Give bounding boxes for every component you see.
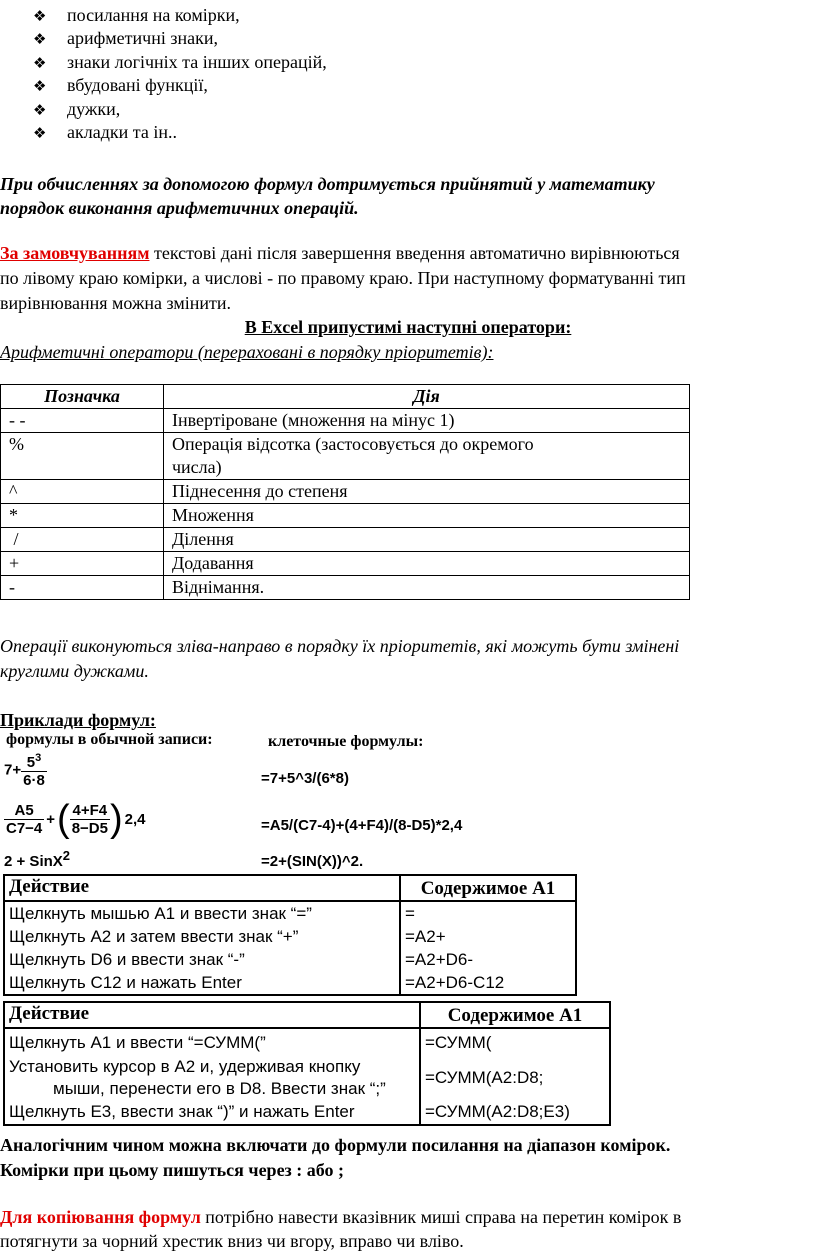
action-table-1 <box>3 874 577 996</box>
examples-heading: Приклади формул: <box>0 710 156 730</box>
diamond-bullet-icon: ❖ <box>33 101 47 119</box>
table-row: Установить курсор в A2 и, удерживая кнопку мыши, перенести его в D8. Ввести знак “;” =СУММ(A2:D8; <box>4 1056 610 1100</box>
table-row: Щелкнуть E3, ввести знак “)” и нажать Enter =СУММ(A2:D8;E3) <box>4 1100 610 1125</box>
table-row: - Віднімання. <box>1 576 690 600</box>
formula-normal-2: $\frac{A5}{C7-4}$ + ( $\frac{4+F4}{8-D5}$ ) 2,4 <box>6 798 146 840</box>
diamond-bullet-icon: ❖ <box>33 7 47 25</box>
operators-table <box>0 384 690 600</box>
formula-cell-1: =7+5^3/(6*8) <box>261 770 349 787</box>
table-header-row: Действие Содержимое A1 <box>4 1002 610 1028</box>
table-row: Щелкнуть A2 и затем ввести знак “+” =A2+ <box>4 925 576 948</box>
list-item: ❖ дужки, <box>33 99 121 119</box>
diamond-bullet-icon: ❖ <box>33 54 47 72</box>
table-row: ^ Піднесення до степеня <box>1 480 690 504</box>
formula-normal-1: 7+ $\frac{5^3}{6\cdot 8}$ <box>4 752 45 789</box>
column-header: Позначка <box>1 385 164 409</box>
table-row: Щелкнуть A1 и ввести “=СУММ(” =СУММ( <box>4 1028 610 1056</box>
list-item: ❖ арифметичні знаки, <box>33 28 218 48</box>
table-row: Щелкнуть D6 и ввести знак “-” =A2+D6- <box>4 948 576 971</box>
list-item: ❖ вбудовані функції, <box>33 75 208 95</box>
operators-heading: В Excel припустимі наступні оператори: <box>244 317 572 337</box>
column-label-normal: формулы в обычной записи: <box>6 731 213 748</box>
table-header-row: Действие Содержимое A1 <box>4 875 576 901</box>
formula-normal-3: 2 + SinX$^2$ <box>4 848 71 870</box>
action-table-2 <box>3 1001 611 1126</box>
table-row: / Ділення <box>1 528 690 552</box>
formula-cell-3: =2+(SIN(X))^2. <box>261 853 364 870</box>
red-term: Для копіювання формул <box>0 1207 201 1227</box>
list-item: ❖ акладки та ін.. <box>33 122 177 142</box>
operators-subheading: Арифметичні оператори (перераховані в порядку пріоритетів): <box>0 342 494 362</box>
table-row: - - Інвертіроване (множення на мінус 1) <box>1 409 690 433</box>
column-label-cell: клеточные формулы: <box>268 733 424 750</box>
formula-cell-2: =A5/(C7-4)+(4+F4)/(8-D5)*2,4 <box>261 817 463 834</box>
diamond-bullet-icon: ❖ <box>33 124 47 142</box>
diamond-bullet-icon: ❖ <box>33 30 47 48</box>
column-header: Дія <box>164 385 690 409</box>
list-item: ❖ посилання на комірки, <box>33 5 240 25</box>
table-row: Щелкнуть мышью A1 и ввести знак “=” = <box>4 901 576 925</box>
table-row: Щелкнуть C12 и нажать Enter =A2+D6-C12 <box>4 971 576 995</box>
red-term: За замовчуванням <box>0 243 150 263</box>
table-row: % Операція відсотка (застосовується до окремого числа) <box>1 433 690 480</box>
table-header-row <box>1 385 690 409</box>
table-row: * Множення <box>1 504 690 528</box>
diamond-bullet-icon: ❖ <box>33 77 47 95</box>
list-item: ❖ знаки логічніх та інших операцій, <box>33 52 327 72</box>
table-row: + Додавання <box>1 552 690 576</box>
